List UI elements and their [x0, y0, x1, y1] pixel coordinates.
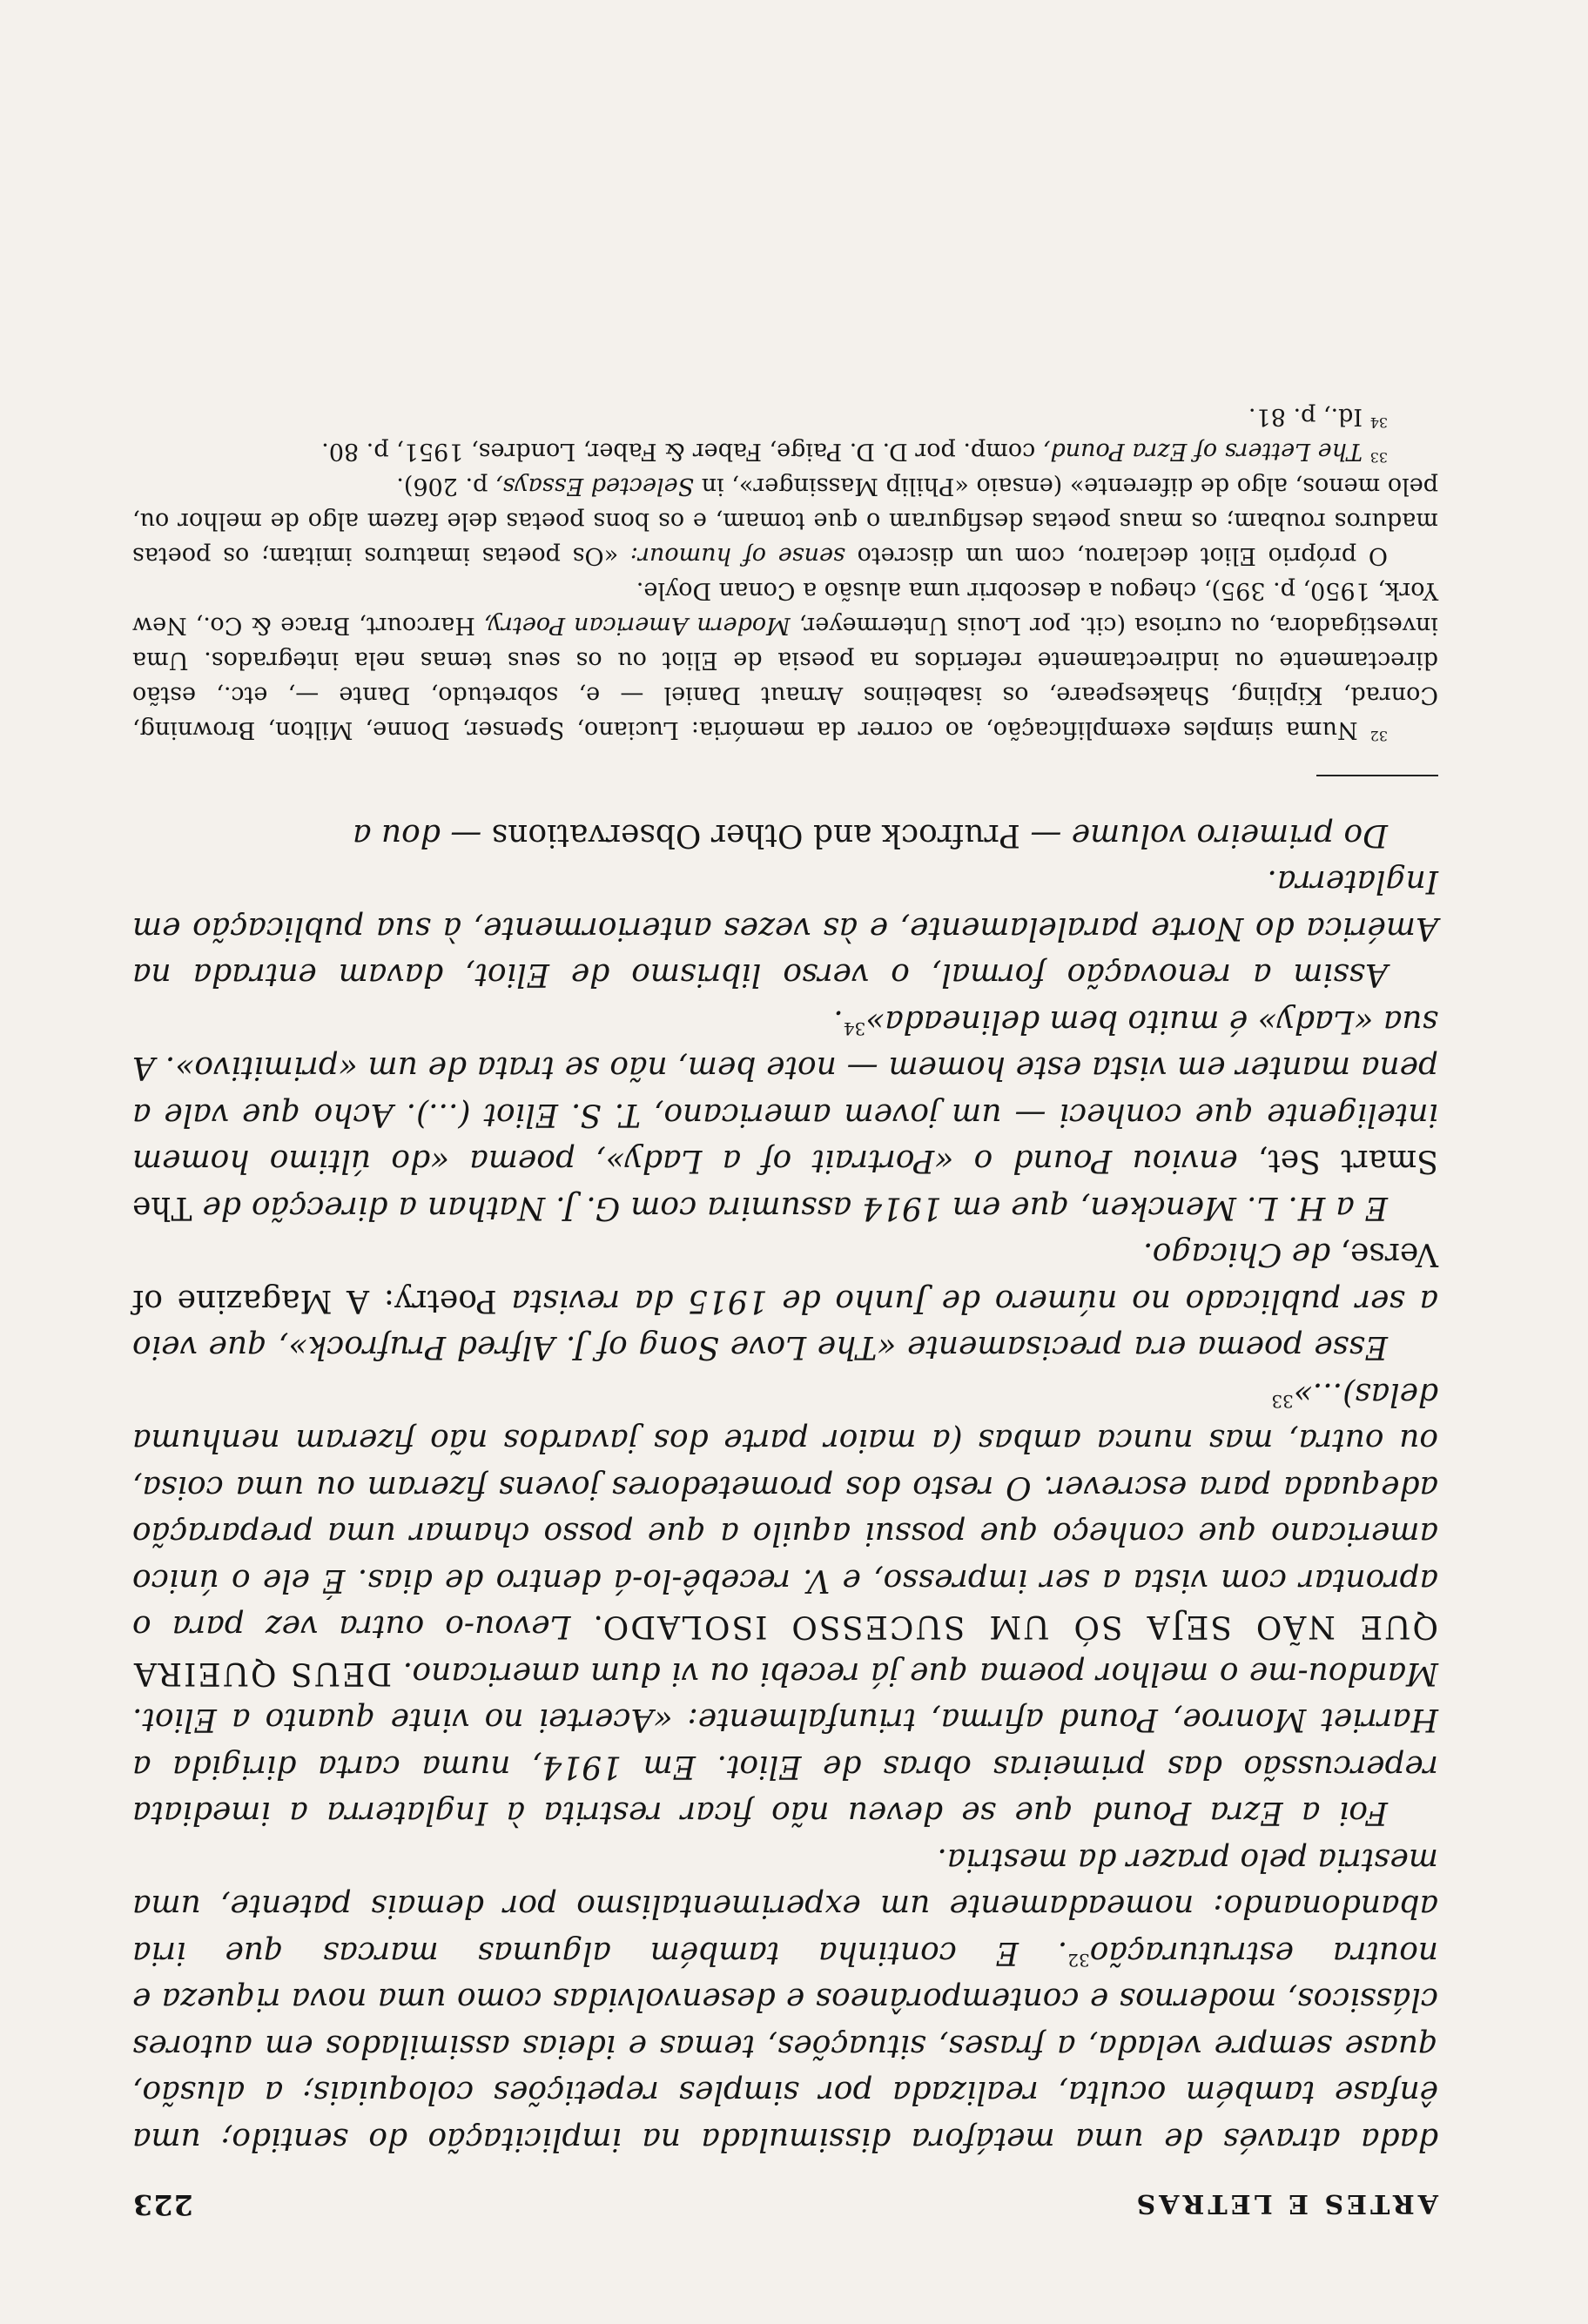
- paragraph-1: [132, 1837, 1438, 2163]
- paragraph-3-roman: Poetry: A Magazine of Verse,: [132, 1236, 1438, 1319]
- paragraph-2: [132, 1371, 1438, 1837]
- footnote-33-text: comp. por D. D. Paige, Faber & Faber, Londres, 1951, p. 80.: [321, 438, 1036, 466]
- paragraph-2-text-b: Levou-o outra vez para o aprontar com vista a ser impresso, e V. recebê-lo-á dentro de dias. É ele o único americano que conheço que possui aquilo a que posso chamar uma preparação adequada para escrever. O resto dos prometedores jovens fizeram ou uma coisa, ou outra, mas nunca ambas (a maior parte dos javardos não fizeram nenhuma delas)...»: [132, 1376, 1438, 1645]
- paragraph-2-caps: DEUS QUEIRA QUE NÃO SEJA SÓ UM SUCESSO ISOLADO.: [132, 1609, 1438, 1691]
- paragraph-4-roman: The Smart Set,: [132, 1143, 1438, 1226]
- paragraph-4-text-a: E a H. L. Mencken, que em 1914 assumira com G. J. Nathan a direcção de: [202, 1190, 1388, 1226]
- footnote-32-mark: 32: [1369, 728, 1388, 745]
- footnote-32-italic-c: sense of humour:: [629, 542, 845, 570]
- footnotes: [132, 400, 1438, 748]
- footnote-32: [132, 574, 1438, 748]
- paragraph-3-text-b: de Chicago.: [1142, 1236, 1331, 1273]
- footnote-ref-32: 32: [1067, 1950, 1090, 1971]
- footnote-32-text-d: «Os poetas imaturos imitam; os poetas maduros roubam; os maus poetas desfiguram o que tomam, e os bons poetas dele fazem algo de melhor ou, pelo menos, algo de diferente» (ensaio «Philip Massinger», in: [132, 473, 1438, 570]
- paragraph-3: [132, 1231, 1438, 1371]
- footnote-34: [132, 400, 1438, 434]
- footnote-32-text-b: Harcourt, Brace & Co., New York, 1950, p. 395), chegou a descobrir uma alusão a Conan Doyle.: [132, 577, 1438, 640]
- footnote-divider: [1316, 776, 1438, 777]
- footnote-32-italic-d: Selected Essays,: [495, 473, 695, 500]
- paragraph-2-text-a: Foi a Ezra Pound que se deveu não ficar restrita à Inglaterra a imediata repercussão das primeiras obras de Eliot. Em 1914, numa carta dirigida a Harriet Monroe, Pound afirma, triunfalmente: «Acertei no vinte quanto a Eliot. Mandou-me o melhor poema que já recebi ou vi dum americano.: [132, 1656, 1438, 1831]
- footnote-33: [132, 434, 1438, 469]
- paragraph-5: [132, 858, 1438, 998]
- footnote-32-title: Modern American Poetry,: [483, 612, 791, 640]
- footnote-32-text: Numa simples exemplificação, ao correr da memória: Luciano, Spenser, Donne, Milton, Browning, Conrad, Kipling, Shakespeare, os isabelinos Arnaut Daniel — e, sobretudo, Dante —, etc., estão directamente ou indirectamente referidos na poesia de Eliot ou os seus temas nela integrados. Uma investigadora, ou curiosa (cit. por Louis Untermeyer,: [132, 612, 1438, 744]
- footnote-33-mark: 33: [1369, 449, 1388, 467]
- paragraph-6: [132, 812, 1438, 859]
- footnote-34-mark: 34: [1369, 414, 1388, 432]
- footnote-32-text-c: O próprio Eliot declarou, com um discreto: [857, 542, 1388, 570]
- paragraph-5-text: Assim a renovação formal, o verso librismo de Eliot, davam entrada na América do Norte paralelamente, e às vezes anteriormente, à sua publicação em Inglaterra.: [132, 863, 1438, 993]
- footnote-34-text: Id., p. 81.: [1248, 403, 1363, 431]
- footnote-33-title: The Letters of Ezra Pound,: [1042, 438, 1363, 466]
- paragraph-6-roman: Prufrock and Other Observations: [491, 817, 1020, 853]
- paragraph-6-text-a: Do primeiro volume —: [1030, 817, 1388, 853]
- running-title: ARTES E LETRAS: [1133, 2188, 1438, 2219]
- paragraph-1-text: dada através de uma metáfora dissimulada na implicitação do sentido; uma ênfase também oculta, realizada por simples repetições coloquiais; a alusão, quase sempre velada, a frases, situações, temas e ideias assimilados em autores clássicos, modernos e contemporâneos e desenvolvidas como uma nova riqueza e noutra estruturação: [132, 1935, 1438, 2157]
- paragraph-6-text-b: — dou a: [353, 817, 482, 853]
- paragraph-4: E a H. L. Mencken, que em 1914 assumira com G. J. Nathan a direcção de The Smart Set, enviou Pound o «Portrait of a Lady», poema «do último homem inteligente que conheci — um jovem americano, T. S. Eliot (...). Acho que vale a pena manter em vista este homem — note bem, não se trata de um «primitivo». A sua «Lady» é muito bem delineada»$^{34}$.: [132, 1004, 1438, 1226]
- footnote-32-text-e: p. 206).: [396, 473, 488, 500]
- main-text: [132, 812, 1438, 2163]
- footnote-ref-33: 33: [1271, 1391, 1294, 1412]
- paragraph-1-end: . E continha também algumas marcas que iria abandonando: nomeadamente um experimentalismo por demais patente, uma mestria pelo prazer da mestria.: [131, 1842, 1438, 1971]
- footnote-ref-34: 34: [843, 1018, 866, 1039]
- running-header: [132, 2188, 1438, 2221]
- page-content: [132, 400, 1438, 2222]
- page-number: 223: [132, 2188, 193, 2221]
- paragraph-4-text-b: enviou Pound o «Portrait of a Lady», poema «do último homem inteligente que conheci — um jovem americano, T. S. Eliot (...). Acho que vale a pena manter em vista este homem — note bem, não se trata de um «primitivo». A sua «Lady» é muito bem delineada»: [132, 1004, 1438, 1179]
- paragraph-3-text-a: Esse poema era precisamente «The Love Song of J. Alfred Prufrock», que veio a ser publicado no número de Junho de 1915 da revista: [132, 1283, 1438, 1366]
- footnote-32-continued: [132, 469, 1438, 574]
